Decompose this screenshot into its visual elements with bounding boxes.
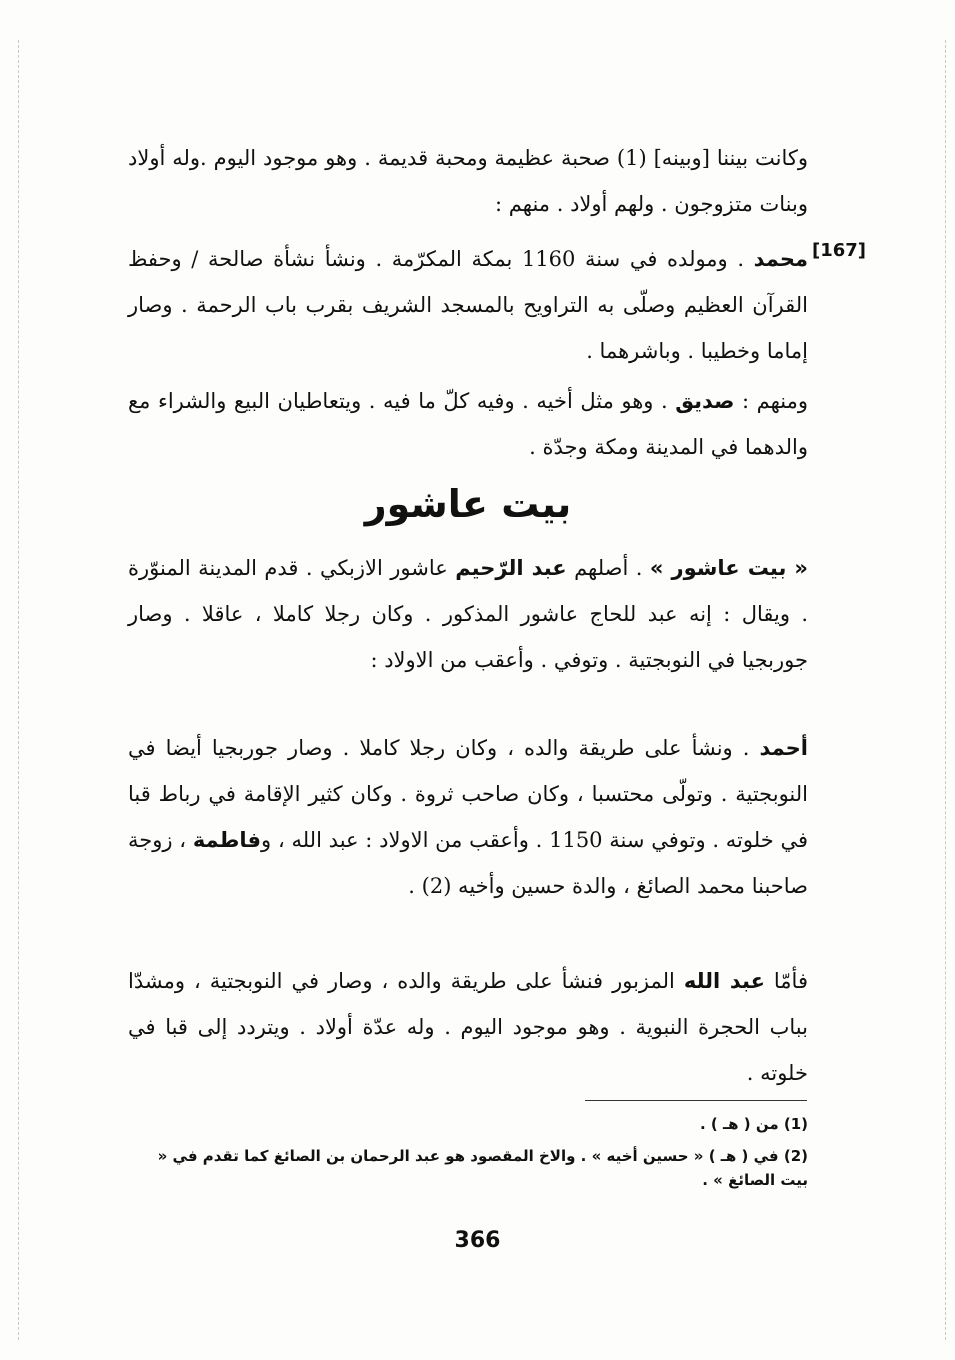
name-fatima: فاطمة [192,828,262,852]
paragraph-ahmad-tail: ، زوجة صاحبنا محمد الصائغ ، والدة حسين وأخيه (2) . [128,828,808,898]
name-abd-alrahim: عبد الرّحيم [455,556,567,580]
name-bayt-ashur: « بيت عاشور » [649,556,809,580]
paragraph-bayt-ashur [128,545,808,683]
footnote-2: (2) في ( هـ ) « حسين أخيه » . والاخ المقصود هو عبد الرحمان بن الصائغ كما تقدم في « بيت الصائغ » . [157,1147,808,1189]
paragraph-ahmad [128,725,808,909]
section-heading: بيت عاشور [364,482,572,526]
paragraph-abdallah [128,958,808,1096]
paragraph-siddiq-lead: ومنهم : [734,389,808,413]
page-marker: [167] [812,240,867,261]
name-siddiq: صديق [675,389,735,413]
paragraph-muhammad-text: . ومولده في سنة 1160 بمكة المكرّمة . ونشأ نشأة صالحة / وحفظ القرآن العظيم وصلّى به التراويح بالمسجد الشريف بقرب باب الرحمة . وصار إماما وخطيبا . وباشرهما . [128,247,808,363]
paragraph-intro: وكانت بيننا [وبينه] (1) صحبة عظيمة ومحبة قديمة . وهو موجود اليوم .وله أولاد وبنات متزوجون . ولهم أولاد . منهم : [128,146,809,216]
paragraph-ahmad-text: . ونشأ على طريقة والده ، وكان رجلا كاملا . وصار جوربجيا أيضا في النوبجتية . وتولّى محتسبا ، وكان صاحب ثروة . وكان كثير الإقامة في رباط قبا في خلوته . وتوفي سنة 1150 . وأعقب من الاولاد : عبد الله ، و [128,736,808,852]
footnote-1: (1) من ( هـ ) . [700,1115,808,1133]
paragraph-abdallah-lead: فأمّا [764,969,808,993]
paragraph-bayt-ashur-text: عاشور الازبكي . قدم المدينة المنوّرة . ويقال : إنه عبد للحاج عاشور المذكور . وكان رجلا كاملا ، عاقلا . وصار جوربجيا في النوبجتية . وتوفي . وأعقب من الاولاد : [128,556,808,672]
paragraph-siddiq [128,378,808,470]
name-abdallah: عبد الله [683,969,765,993]
paragraph-muhammad [128,236,808,374]
name-muhammad: محمد [753,247,809,271]
page-number: 366 [454,1228,501,1253]
paragraph-bayt-ashur-lead: . أصلهم [566,556,650,580]
scan-edge-line-left [18,40,19,1340]
scan-edge-line-right [945,40,946,1340]
footnote-divider [585,1100,807,1101]
paragraph-siddiq-text: . وهو مثل أخيه . وفيه كلّ ما فيه . ويتعاطيان البيع والشراء مع والدهما في المدينة ومكة وجدّة . [128,389,808,459]
paragraph-abdallah-text: المزبور فنشأ على طريقة والده ، وصار في النوبجتية ، ومشدّا بباب الحجرة النبوية . وهو موجود اليوم . وله عدّة أولاد . ويتردد إلى قبا في خلوته . [128,969,808,1085]
footnotes [128,1112,808,1200]
name-ahmad: أحمد [759,736,808,760]
